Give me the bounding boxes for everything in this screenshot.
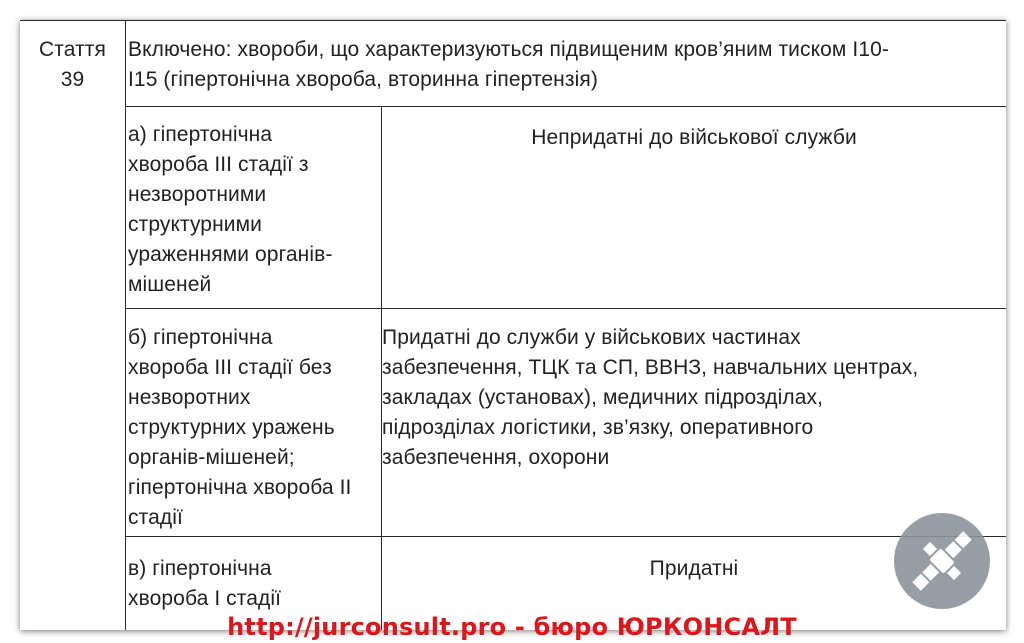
- satellite-badge[interactable]: [894, 513, 990, 609]
- condition-line: органів-мішеней;: [128, 446, 295, 469]
- condition-c: [128, 554, 378, 614]
- condition-line: а) гіпертонічна: [128, 123, 273, 146]
- verdict-line: Придатні: [649, 557, 739, 580]
- verdict-line: Придатні до служби у військових частинах: [382, 326, 801, 349]
- condition-line: гіпертонічна хвороба II: [128, 476, 352, 499]
- condition-line: мішеней: [128, 273, 212, 296]
- article-label-line: Стаття: [39, 38, 106, 61]
- verdict-line: забезпечення, ТЦК та СП, ВВНЗ, навчальних центрах,: [382, 356, 919, 379]
- condition-line: в) гіпертонічна: [128, 557, 272, 580]
- article-included: [128, 35, 1006, 95]
- verdict-line: Непридатні до військової служби: [531, 126, 857, 149]
- condition-line: незворотними: [128, 183, 267, 206]
- verdict-line: підрозділах логістики, зв’язку, оперативного: [382, 416, 814, 439]
- satellite-icon: [894, 513, 990, 609]
- row-divider-b: [125, 536, 1006, 537]
- condition-line: ураженнями органів-: [128, 243, 333, 266]
- row-divider-header: [125, 106, 1006, 107]
- verdict-line: закладах (установах), медичних підрозділах,: [382, 386, 824, 409]
- article-number: 39: [60, 68, 85, 91]
- condition-line: незворотних: [128, 386, 251, 409]
- watermark-link[interactable]: http://jurconsult.pro - бюро ЮРКОНСАЛТ: [227, 613, 797, 641]
- included-line: Включено: хвороби, що характеризуються підвищеним кров’яним тиском I10-: [128, 38, 889, 61]
- condition-line: хвороба III стадії з: [128, 153, 309, 176]
- row-divider-a: [125, 308, 1006, 309]
- verdict-line: забезпечення, охорони: [382, 446, 610, 469]
- condition-a: [128, 120, 378, 300]
- col-divider-article: [125, 20, 126, 630]
- table-top-border: [20, 20, 1006, 21]
- condition-line: хвороба I стадії: [128, 587, 282, 610]
- document-page: [20, 20, 1006, 630]
- included-line: I15 (гіпертонічна хвороба, вторинна гіпертензія): [128, 68, 598, 91]
- verdict-b: [382, 323, 1002, 473]
- condition-line: стадії: [128, 506, 183, 529]
- condition-line: структурних уражень: [128, 416, 335, 439]
- condition-line: б) гіпертонічна: [128, 326, 273, 349]
- article-label: [20, 35, 125, 95]
- condition-b: [128, 323, 378, 533]
- verdict-a: [382, 123, 1006, 153]
- condition-line: хвороба III стадії без: [128, 356, 332, 379]
- condition-line: структурними: [128, 213, 262, 236]
